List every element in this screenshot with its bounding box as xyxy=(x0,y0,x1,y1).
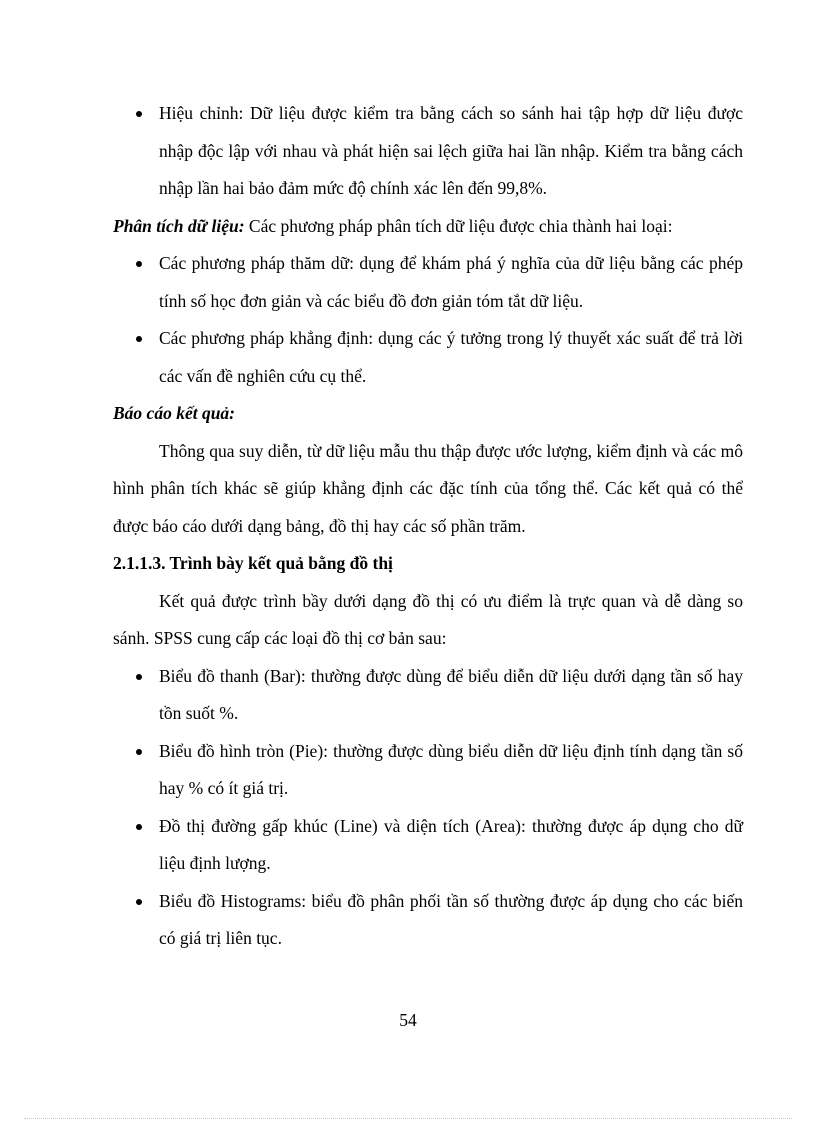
bullet-text: Hiệu chỉnh: Dữ liệu được kiểm tra bằng cách so sánh hai tập hợp dữ liệu được nhập độc lập với nhau và phát hiện sai lệch giữa hai lần nhập. Kiểm tra bằng cách nhập lần hai bảo đảm mức độ chính xác lên đến 99,8%. xyxy=(159,103,743,198)
bullet-item-confirmatory xyxy=(113,320,743,395)
bullet-text: Biểu đồ Histograms: biểu đồ phân phối tần số thường được áp dụng cho các biến có giá trị liên tục. xyxy=(159,890,743,948)
report-heading xyxy=(113,395,743,433)
bullet-icon xyxy=(136,261,142,267)
bullet-text: Các phương pháp khẳng định: dụng các ý tưởng trong lý thuyết xác suất để trả lời các vấn đề nghiên cứu cụ thể. xyxy=(159,328,743,386)
report-paragraph: Thông qua suy diễn, từ dữ liệu mẫu thu thập được ước lượng, kiểm định và các mô hình phân tích khác sẽ giúp khẳng định các đặc tính của tổng thể. Các kết quả có thể được báo cáo dưới dạng bảng, đồ thị hay các số phần trăm. xyxy=(113,440,743,536)
bullet-icon xyxy=(136,336,142,342)
bullet-item-exploratory xyxy=(113,245,743,320)
bullet-icon xyxy=(136,749,142,755)
analysis-text: Các phương pháp phân tích dữ liệu được chia thành hai loại: xyxy=(244,215,673,236)
bullet-icon xyxy=(136,674,142,680)
bullet-text: Biểu đồ thanh (Bar): thường được dùng để biểu diễn dữ liệu dưới dạng tần số hay tồn suốt %. xyxy=(159,665,743,723)
bullet-item-correction xyxy=(113,95,743,208)
bullet-item-line-chart xyxy=(113,808,743,883)
bullet-icon xyxy=(136,111,142,117)
bullet-item-bar-chart xyxy=(113,658,743,733)
bullet-text: Các phương pháp thăm dữ: dụng để khám phá ý nghĩa của dữ liệu bằng các phép tính số học đơn giản và các biểu đồ đơn giản tóm tắt dữ liệu. xyxy=(159,253,743,311)
bullet-item-histogram xyxy=(113,883,743,958)
bullet-text: Đồ thị đường gấp khúc (Line) và diện tích (Area): thường được áp dụng cho dữ liệu định lượng. xyxy=(159,815,743,873)
page-bottom-border xyxy=(24,1118,792,1119)
bullet-text: Biểu đồ hình tròn (Pie): thường được dùng biểu diễn dữ liệu định tính dạng tần số hay % có ít giá trị. xyxy=(159,740,743,798)
analysis-label: Phân tích dữ liệu: xyxy=(113,215,245,236)
analysis-intro xyxy=(113,208,743,246)
section-heading: 2.1.1.3. Trình bày kết quả bằng đồ thị xyxy=(113,553,393,573)
page-content xyxy=(113,95,743,958)
report-label: Báo cáo kết quả: xyxy=(113,403,236,423)
page-number: 54 xyxy=(399,1010,417,1030)
section-paragraph: Kết quả được trình bầy dưới dạng đồ thị có ưu điểm là trực quan và dễ dàng so sánh. SPSS cung cấp các loại đồ thị cơ bản sau: xyxy=(113,590,743,648)
bullet-icon xyxy=(136,899,142,905)
bullet-icon xyxy=(136,824,142,830)
bullet-item-pie-chart xyxy=(113,733,743,808)
